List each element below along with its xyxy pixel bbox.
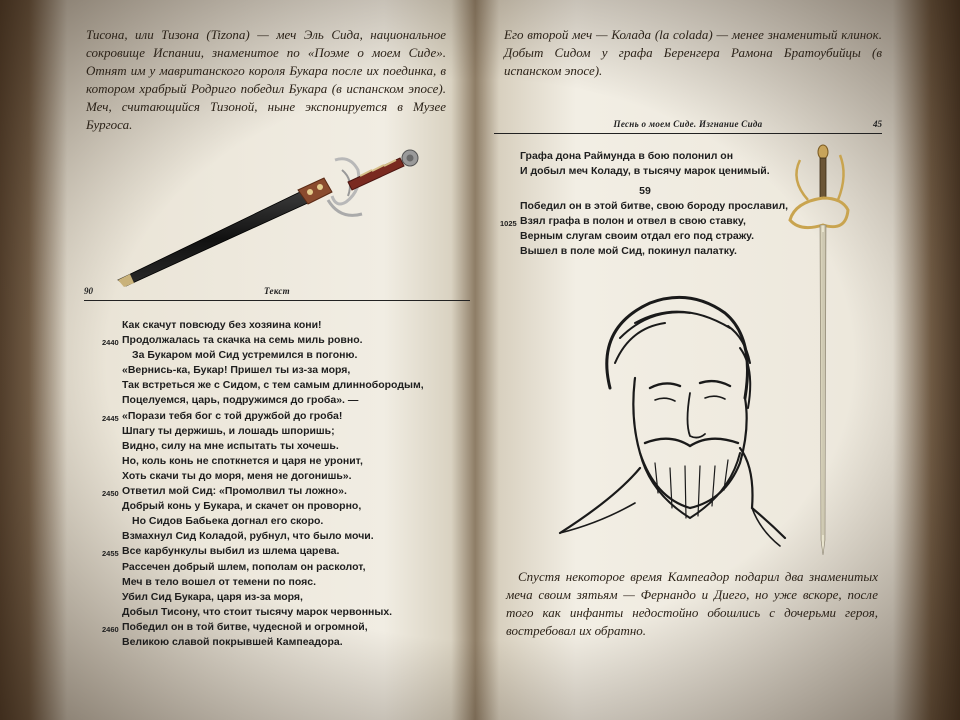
left-page-number: 90: [84, 286, 93, 296]
verse-line: 2455 Все карбункулы выбил из шлема царева.: [122, 544, 424, 559]
verse-line: 2440 Продолжалась та скачка на семь миль ровно.: [122, 333, 424, 348]
verse-line: 2450 Ответил мой Сид: «Промолвил ты ложно».: [122, 484, 424, 499]
verse-line: И добыл меч Коладу, в тысячу марок ценимый.: [520, 165, 770, 178]
tizona-sword-image: [110, 140, 440, 290]
right-page: [480, 0, 960, 720]
verse-line: Убил Сид Букара, царя из-за моря,: [122, 590, 303, 603]
verse-line: Как скачут повсюду без хозяина кони!: [122, 319, 322, 331]
line-number: 2460: [102, 624, 119, 634]
tizona-caption: Тисона, или Тизона (Tizona) — меч Эль Сида, национальное сокровище Испании, знаменитое по «Поэме о моем Сиде». Отнят им у мавританского короля Букара после их поединка, в котором храбрый Родриго победил Букара (в испанском эпосе). Меч, считающийся Тизоной, ныне экспонируется в Музее Бургоса.: [86, 27, 446, 132]
verse-line: Но, коль конь не споткнется и царя не уронит,: [122, 454, 363, 467]
verse-line: 1025 Взял графа в полон и отвел в свою ставку,: [520, 214, 788, 229]
verse-line: Так встреться же с Сидом, с тем самым длиннобородым,: [122, 379, 424, 392]
verse-line: Хоть скачи ты до моря, меня не догонишь».: [122, 469, 352, 482]
swords-gift-caption: Спустя некоторое время Кампеадор подарил два знаменитых меча своим зятьям — Фернандо и Диего, но уже вскоре, после того как инфанты недостойно обошлись с дочерьми героя, востребовал их обратно.: [506, 569, 878, 638]
right-page-running-title: Песнь о моем Сиде. Изгнание Сида: [613, 119, 763, 129]
line-number: 2440: [102, 338, 119, 348]
verse-line: Взмахнул Сид Коладой, рубнул, что было мочи.: [122, 530, 374, 543]
verse-line: Но Сидов Бабьека догнал его скоро.: [132, 515, 324, 528]
verse-line: «Вернись-ка, Букар! Пришел ты из-за моря,: [122, 364, 351, 377]
right-page-number: 45: [873, 119, 882, 129]
verse-line: За Букаром мой Сид устремился в погоню.: [132, 349, 358, 362]
verse-line: Победил он в этой битве, свою бороду прославил,: [520, 200, 789, 213]
verse-line: Верным слугам своим отдал его под стражу.: [520, 230, 755, 243]
verse-line: Великою славой покрывшей Кампеадора.: [122, 635, 343, 648]
right-page-header: [494, 117, 882, 134]
stanza-number: 59: [639, 185, 651, 198]
el-cid-portrait-sketch: [540, 268, 790, 548]
verse-line: Поцелуемся, царь, подружимся до гроба». —: [122, 394, 359, 407]
verse-line: 2460 Победил он в той битве, чудесной и огромной,: [122, 620, 424, 635]
verse-line: Рассечен добрый шлем, пополам он расколот,: [122, 560, 366, 573]
verse-line: Добрый конь у Букара, и скачет он проворно,: [122, 500, 362, 513]
verse-line: Шпагу ты держишь, и лошадь шпоришь;: [122, 424, 335, 437]
verse-line: Добыл Тисону, что стоит тысячу марок червонных.: [122, 605, 393, 618]
left-page-running-title: Текст: [264, 286, 290, 296]
line-number: 1025: [500, 219, 517, 229]
verse-line: Графа дона Раймунда в бою полонил он: [520, 150, 734, 162]
line-number: 2450: [102, 489, 119, 499]
line-number: 2455: [102, 549, 119, 559]
verse-line: 2445 «Порази тебя бог с той дружбой до гроба!: [122, 409, 424, 424]
verse-line: Меч в тело вошел от темени по пояс.: [122, 575, 317, 588]
left-page-header: [84, 284, 470, 301]
verse-line: Видно, силу на мне испытать ты хочешь.: [122, 439, 339, 452]
colada-caption: Его второй меч — Колада (la colada) — менее знаменитый клинок. Добыт Сидом у графа Беренгера Рамона Братоубийцы (в испанском эпосе).: [504, 27, 882, 78]
left-verse-block: [102, 318, 424, 650]
line-number: 2445: [102, 413, 119, 423]
colada-sword-image: [780, 140, 850, 560]
right-verse-block: [500, 149, 789, 260]
verse-line: Вышел в поле мой Сид, покинул палатку.: [520, 245, 737, 258]
